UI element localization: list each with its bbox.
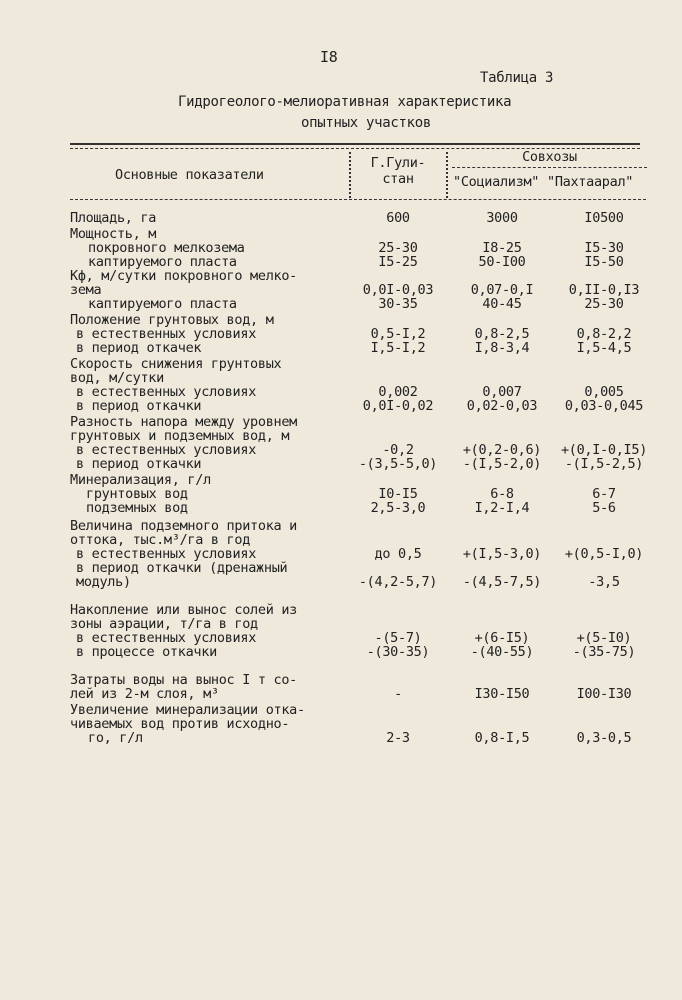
cell-socializm: I30-I50 <box>474 686 530 702</box>
header-col-pakhtaaral: "Пахтаарал" <box>547 174 634 190</box>
cell-pakhtaaral: 25-30 <box>584 296 624 312</box>
cell-pakhtaaral: -3,5 <box>588 574 620 590</box>
cell-gulistan: I0-I5 <box>378 486 418 502</box>
table-label: Таблица 3 <box>480 70 554 86</box>
cell-socializm: 40-45 <box>482 296 522 312</box>
row-label: Кф, м/сутки покровного мелко- <box>70 268 298 284</box>
cell-pakhtaaral: 6-7 <box>592 486 616 502</box>
cell-socializm: 0,007 <box>482 384 522 400</box>
cell-gulistan: до 0,5 <box>374 546 422 562</box>
cell-gulistan: -0,2 <box>382 442 414 458</box>
cell-socializm: I8-25 <box>482 240 522 256</box>
header-col-gulistan-2: стан <box>382 171 414 187</box>
row-label: лей из 2-м слоя, м³ <box>70 686 219 702</box>
row-label: каптируемого пласта <box>88 254 237 270</box>
cell-gulistan: 0,002 <box>378 384 418 400</box>
cell-gulistan: 0,5-I,2 <box>370 326 426 342</box>
cell-pakhtaaral: I00-I30 <box>576 686 632 702</box>
cell-pakhtaaral: +(0,5-I,0) <box>564 546 644 562</box>
cell-gulistan: -(4,2-5,7) <box>358 574 438 590</box>
row-label: Скорость снижения грунтовых <box>70 356 282 372</box>
row-label: Минерализация, г/л <box>70 472 211 488</box>
row-label: в процессе откачки <box>76 644 217 660</box>
cell-pakhtaaral: -(I,5-2,5) <box>564 456 644 472</box>
header-col-gulistan-1: Г.Гули- <box>370 155 426 171</box>
header-group-sovkhozy: Совхозы <box>522 149 577 165</box>
cell-pakhtaaral: I,5-4,5 <box>576 340 632 356</box>
cell-socializm: -(4,5-7,5) <box>462 574 542 590</box>
row-label: покровного мелкозема <box>88 240 245 256</box>
cell-pakhtaaral: 0,8-2,2 <box>576 326 632 342</box>
cell-socializm: +(0,2-0,6) <box>462 442 542 458</box>
row-label: Величина подземного притока и <box>70 518 298 534</box>
cell-socializm: 0,07-0,I <box>470 282 534 298</box>
group-underline <box>452 167 647 168</box>
header-top-rule <box>70 143 640 145</box>
row-label: вод, м/сутки <box>70 370 164 386</box>
cell-gulistan: - <box>394 686 402 702</box>
row-label: зоны аэрации, т/га в год <box>70 616 258 632</box>
cell-gulistan: 600 <box>386 210 410 226</box>
cell-pakhtaaral: I0500 <box>584 210 624 226</box>
row-label: Площадь, га <box>70 210 157 226</box>
cell-socializm: 50-I00 <box>478 254 526 270</box>
cell-pakhtaaral: 0,3-0,5 <box>576 730 632 746</box>
row-label: Затраты воды на вынос I т со- <box>70 672 298 688</box>
row-label: го, г/л <box>88 730 143 746</box>
cell-pakhtaaral: -(35-75) <box>572 644 636 660</box>
row-label: Положение грунтовых вод, м <box>70 312 274 328</box>
cell-socializm: 6-8 <box>490 486 514 502</box>
header-divider-2 <box>446 152 448 198</box>
cell-socializm: +(6-I5) <box>474 630 530 646</box>
header-bottom-rule <box>70 199 646 200</box>
cell-socializm: I,8-3,4 <box>474 340 530 356</box>
cell-socializm: 0,8-2,5 <box>474 326 530 342</box>
cell-gulistan: 2-3 <box>386 730 410 746</box>
row-label: модуль) <box>76 574 131 590</box>
cell-pakhtaaral: I5-50 <box>584 254 624 270</box>
cell-gulistan: 30-35 <box>378 296 418 312</box>
cell-gulistan: -(3,5-5,0) <box>358 456 438 472</box>
cell-pakhtaaral: +(0,I-0,I5) <box>560 442 648 458</box>
cell-pakhtaaral: 0,II-0,I3 <box>568 282 640 298</box>
row-label: Разность напора между уровнем <box>70 414 298 430</box>
row-label: в период откачки <box>76 456 202 472</box>
cell-pakhtaaral: 0,005 <box>584 384 624 400</box>
cell-gulistan: I,5-I,2 <box>370 340 426 356</box>
row-label: зема <box>70 282 102 298</box>
cell-pakhtaaral: 0,03-0,045 <box>564 398 644 414</box>
row-label: в естественных условиях <box>76 630 257 646</box>
page-number: I8 <box>320 48 338 66</box>
row-label: грунтовых вод <box>86 486 188 502</box>
cell-gulistan: 0,0I-0,02 <box>362 398 434 414</box>
table-title-line2: опытных участков <box>301 115 432 131</box>
row-label: в период откачки <box>76 398 202 414</box>
header-col-socializm: "Социализм" <box>453 174 540 190</box>
cell-gulistan: 25-30 <box>378 240 418 256</box>
header-col-indicators: Основные показатели <box>115 167 264 183</box>
row-label: Увеличение минерализации отка- <box>70 702 305 718</box>
row-label: в период откачки (дренажный <box>76 560 288 576</box>
row-label: в естественных условиях <box>76 384 257 400</box>
cell-gulistan: -(5-7) <box>374 630 422 646</box>
cell-socializm: +(I,5-3,0) <box>462 546 542 562</box>
cell-pakhtaaral: 5-6 <box>592 500 616 516</box>
cell-gulistan: -(30-35) <box>366 644 430 660</box>
cell-socializm: I,2-I,4 <box>474 500 530 516</box>
cell-pakhtaaral: +(5-I0) <box>576 630 632 646</box>
row-label: грунтовых и подземных вод, м <box>70 428 290 444</box>
row-label: каптируемого пласта <box>88 296 237 312</box>
row-label: Накопление или вынос солей из <box>70 602 298 618</box>
row-label: Мощность, м <box>70 226 157 242</box>
cell-socializm: -(40-55) <box>470 644 534 660</box>
table-title-line1: Гидрогеолого-мелиоративная характеристика <box>178 94 512 110</box>
cell-socializm: 0,8-I,5 <box>474 730 530 746</box>
cell-pakhtaaral: I5-30 <box>584 240 624 256</box>
row-label: в естественных условиях <box>76 546 257 562</box>
row-label: в естественных условиях <box>76 442 257 458</box>
cell-socializm: -(I,5-2,0) <box>462 456 542 472</box>
row-label: чиваемых вод против исходно- <box>70 716 290 732</box>
row-label: подземных вод <box>86 500 188 516</box>
cell-gulistan: I5-25 <box>378 254 418 270</box>
row-label: оттока, тыс.м³/га в год <box>70 532 251 548</box>
cell-socializm: 0,02-0,03 <box>466 398 538 414</box>
row-label: в период откачек <box>76 340 202 356</box>
row-label: в естественных условиях <box>76 326 257 342</box>
cell-gulistan: 2,5-3,0 <box>370 500 426 516</box>
cell-socializm: 3000 <box>486 210 518 226</box>
cell-gulistan: 0,0I-0,03 <box>362 282 434 298</box>
